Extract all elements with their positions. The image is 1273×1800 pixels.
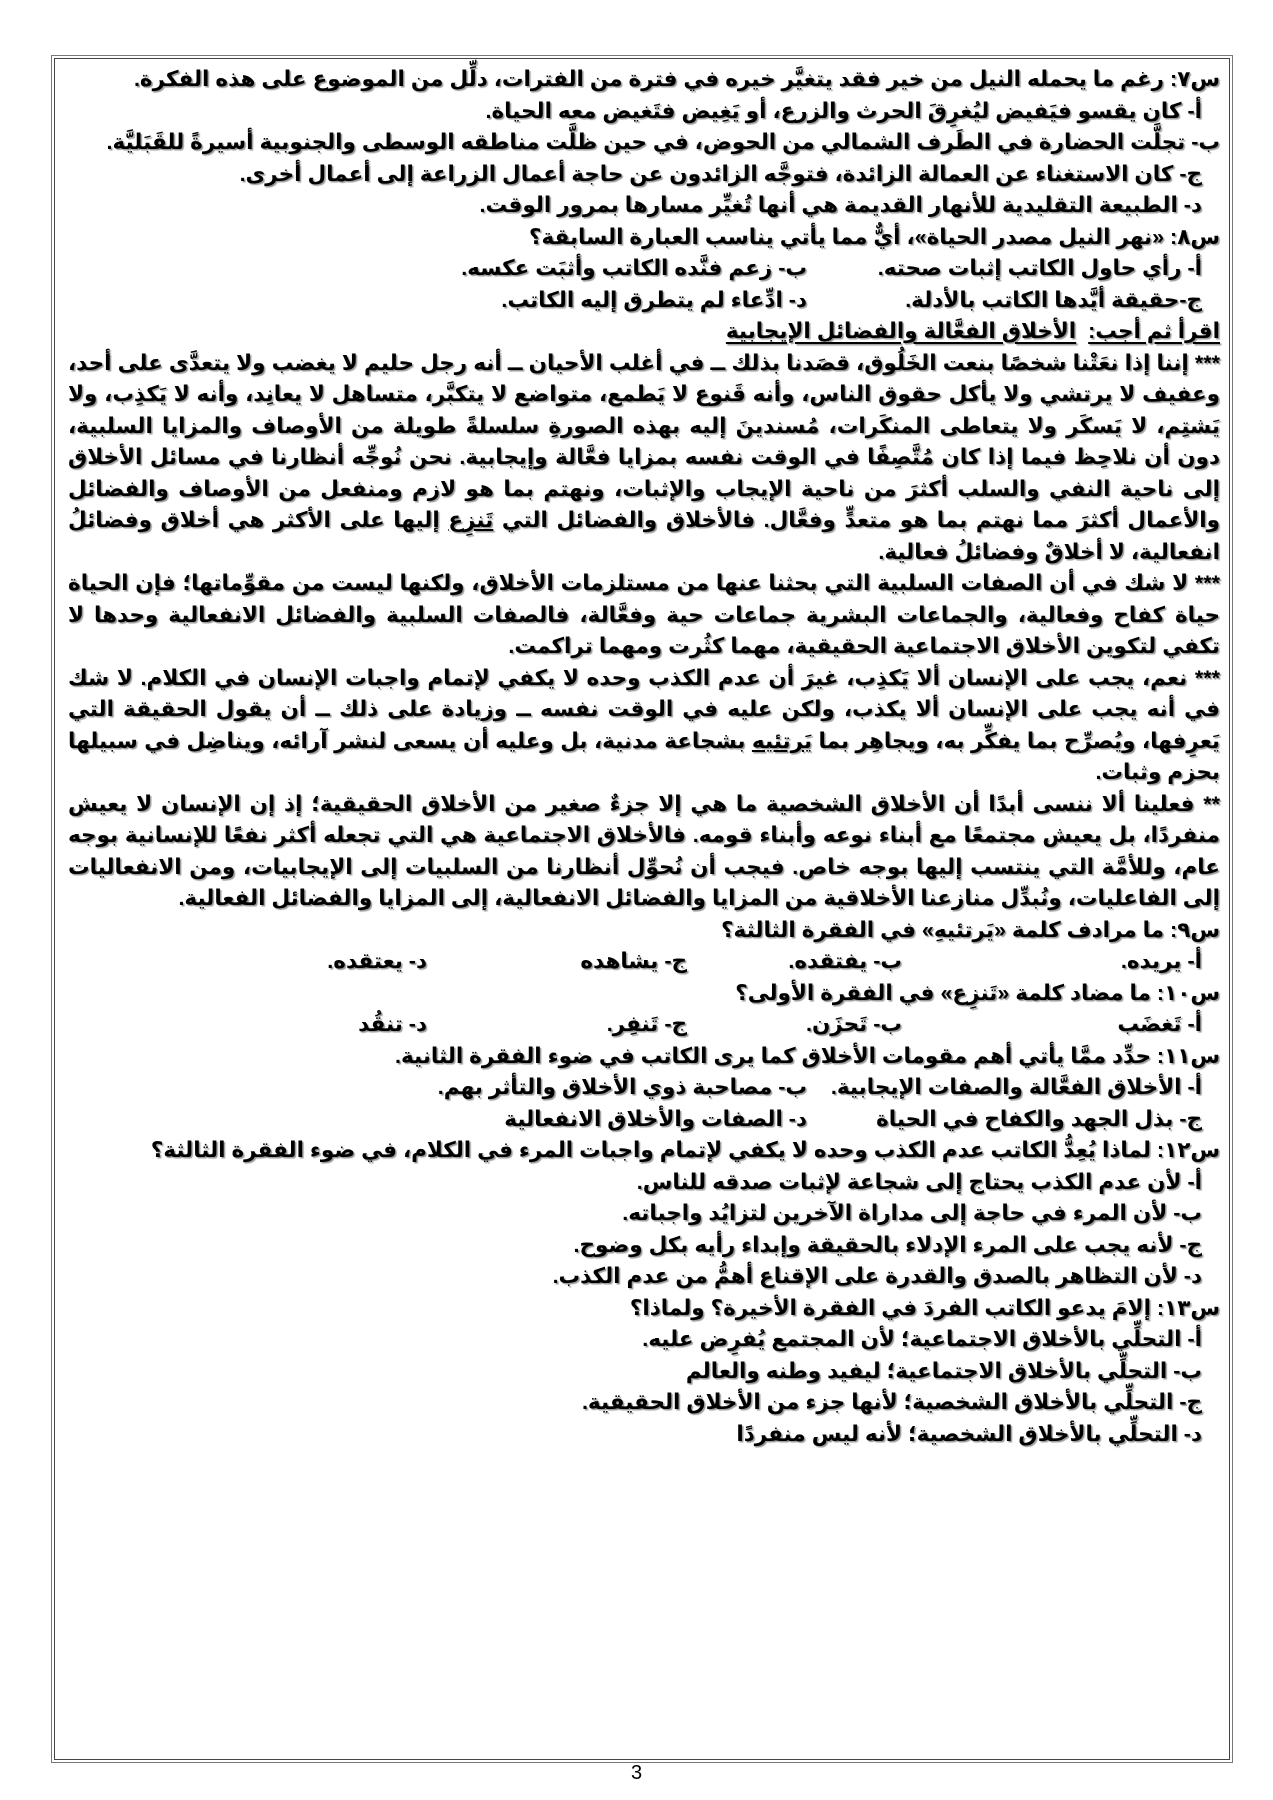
question-10: س١٠: ما مضاد كلمة «تَنزِع» في الفقرة الأولى؟ [735,980,1220,1005]
question-8: س٨: «نهر النيل مصدر الحياة»، أيٌّ مما يأتي يناسب العبارة السابقة؟ [529,224,1220,249]
q10-options [68,1009,1202,1041]
question-11: س١١: حدِّد ممَّا يأتي أهم مقومات الأخلاق كما يرى الكاتب في ضوء الفقرة الثانية. [395,1043,1220,1068]
q11-option-b: ب- مصاحبة ذوي الأخلاق والتأثر بهم. [437,1075,807,1099]
q7-option-c: ج- كان الاستغناء عن العمالة الزائدة، فتوجَّه الزائدون عن حاجة أعمال الزراعة إلى أعمال أخرى. [239,161,1202,186]
paragraph-1-tail: إليها على الأكثر هي أخلاق وفضائلُ انفعالية، لا أخلاقٌ وفضائلُ فعالية. [68,508,1220,564]
q9-option-c: ج- يشاهده [580,949,687,973]
passage-paragraph-2: *** لا شك في أن الصفات السلبية التي بحثنا عنها من مستلزمات الأخلاق، ولكنها ليست من مقوِّماتها؛ فإن الحياة حياة كفاح وفعالية، والجماعات البشرية جماعات حية وفعَّالة، فالصفات السلبية والفضائل الانفعالية وحدها لا تكفي لتكوين الأخلاق الاجتماعية الحقيقية، مهما كثُرت ومهما تراكمت. [68,571,1220,658]
q13-option-a: أ- التحلِّي بالأخلاق الاجتماعية؛ لأن المجتمع يُفرِض عليه. [642,1327,1202,1351]
q9-option-b: ب- يفتقده. [788,949,902,973]
underlined-word-tanzi: تَنزِع [448,508,494,532]
q9-options [68,946,1202,978]
q13-option-b: ب- التحلِّي بالأخلاق الاجتماعية؛ ليفيد وطنه والعالم [685,1358,1202,1383]
reading-title: الأخلاق الفعَّالة والفضائل الإيجابية [725,319,1077,343]
q12-option-b: ب- لأن المرء في حاجة إلى مداراة الآخرين لتزايُد واجباته. [622,1201,1202,1225]
q7-option-a: أ- كان يقسو فيَفيض ليُغرِقَ الحرث والزرع، أو يَغِيض فتَغيض معه الحياة. [485,98,1202,123]
q10-option-a: أ- تَغضَب [1117,1012,1202,1036]
passage-paragraph-3 [68,663,1220,789]
q13-option-d: د- التحلِّي بالأخلاق الشخصية؛ لأنه ليس منفردًا [736,1421,1202,1446]
q10-option-c: ج- تَنفِر. [606,1012,687,1036]
q8-option-d: د- ادِّعاء لم يتطرق إليه الكاتب. [501,287,807,312]
q12-option-a: أ- لأن عدم الكذب يحتاج إلى شجاعة لإثبات صدقه للناس. [636,1169,1202,1194]
q10-option-d: د- تنقُد [358,1012,427,1036]
paragraph-3-text: *** نعم، يجب على الإنسان ألا يَكذِب، غيرَ أن عدم الكذب وحده لا يكفي لإتمام واجبات الإنسان في الكلام. لا شك في أنه يجب على الإنسان ألا يكذب، ولكن عليه في الوقت نفسه ــ وزيادة على ذلك ــ أن يقول الحقيقة التي يَعرِفها، ويُصرِّح بما يفكِّر به، ويجاهِر بما [68,665,1220,753]
q11-options-row-1 [68,1072,1202,1104]
paragraph-1-text: *** إننا إذا نعَتْنا شخصًا بنعت الخَلُوق، قصَدنا بذلك ــ في أغلب الأحيان ــ أنه رجل حليم لا يغضب ولا يتعدَّى على أحد، وعفيف لا يرتشي ولا يأكل حقوق الناس، وأنه قَنوع لا يَطمع، متواضع لا يتكبَّر، متساهل لا يعانِد، وأنه لا يَكذِب، ولا يَشتِم، لا يَسكَر ولا يتعاطى المنكَرات، مُسندينَ إليه بهذه الصورةِ سلسلةً طويلة من الأوصاف والمزايا السلبية، دون أن نلاحِظ فيما إذا كان مُتَّصِفًا في الوقت نفسه بمزايا فعَّالة وإيجابية. نحن نُوجِّه أنظارنا في مسائل الأخلاق إلى ناحية النفي والسلب أكثرَ من ناحية الإيجاب والإثبات، ونهتم بما هو لازم ومنفعل من الأوصاف والفضائل والأعمال أكثرَ مما نهتم بما هو متعدٍّ وفعَّال. فالأخلاق والفضائل التي [68,350,1220,532]
q8-option-b: ب- زعم فنَّده الكاتب وأثبَت عكسه. [461,256,807,280]
question-7: س٧: رغم ما يحمله النيل من خير فقد يتغيَّر خيره في فترة من الفترات، دلِّل من الموضوع على هذه الفكرة. [133,67,1220,91]
q11-options-row-2 [68,1104,1202,1136]
q12-option-d: د- لأن التظاهر بالصدق والقدرة على الإقناع أهمُّ من عدم الكذب. [552,1264,1202,1288]
q11-option-a: أ- الأخلاق الفعَّالة والصفات الإيجابية. [830,1075,1202,1099]
q10-option-b: ب- تَحزَن. [805,1012,902,1036]
q9-option-d: د- يعتقده. [327,949,427,973]
passage-paragraph-4: ** فعلينا ألا ننسى أبدًا أن الأخلاق الشخصية ما هي إلا جزءٌ صغير من الأخلاق الحقيقية؛ إذ إن الإنسان لا يعيش منفردًا، بل يعيش مجتمعًا مع أبناء نوعه وأبناء قومه. فالأخلاق الاجتماعية هي التي تجعله أكثر نفعًا للإنسانية بوجه عام، وللأمَّة التي ينتسب إليها بوجه خاص. فيجب أن نُحوِّل أنظارنا من السلبيات إلى الإيجابيات، ومن الانفعاليات إلى الفاعليات، ونُبدِّل منازعنا الأخلاقية من المزايا والفضائل الانفعالية، إلى المزايا والفضائل الفعالية. [68,791,1220,910]
exam-page [68,64,1220,1450]
underlined-word-yartaeeh: يَرتئيه [751,728,813,753]
q8-options-row-2 [68,285,1202,317]
q7-option-b: ب- تجلَّت الحضارة في الطَرف الشمالي من الحوض، في حين ظلَّت مناطقه الوسطى والجنوبية أسيرةً للقَبَليَّة. [106,130,1220,154]
q9-option-a: أ- يريده. [1120,949,1202,973]
q13-option-c: ج- التحلِّي بالأخلاق الشخصية؛ لأنها جزء من الأخلاق الحقيقية. [581,1390,1202,1414]
question-9: س٩: ما مرادف كلمة «يَرتئيهِ» في الفقرة الثالثة؟ [721,917,1220,942]
paragraph-3-tail: بشجاعة مدنية، بل وعليه أن يسعى لنشر آرائه، ويناضِل في سبيلها بحزم وثبات. [68,728,1220,784]
q12-option-c: ج- لأنه يجب على المرء الإدلاء بالحقيقة وإبداء رأيه بكل وضوح. [573,1232,1202,1257]
reading-instruction: اقرأ ثم أجب: [1088,319,1220,343]
q7-option-d: د- الطبيعة التقليدية للأنهار القديمة هي أنها تُغيِّر مسارها بمرور الوقت. [479,193,1202,217]
q8-options-row-1 [68,253,1202,285]
question-13: س١٣: إلامَ يدعو الكاتب الفردَ في الفقرة الأخيرة؟ ولماذا؟ [629,1295,1220,1320]
question-12: س١٢: لماذا يُعِدُّ الكاتب عدم الكذب وحده لا يكفي لإتمام واجبات المرء في الكلام، في ضوء الفقرة الثالثة؟ [150,1138,1220,1162]
q11-option-d: د- الصفات والأخلاق الانفعالية [504,1106,807,1131]
q8-option-a: أ- رأي حاول الكاتب إثبات صحته. [877,256,1202,280]
passage-paragraph-1 [68,348,1220,569]
q11-option-c: ج- بذل الجهد والكفاح في الحياة [876,1106,1202,1131]
reading-heading [68,316,1220,348]
q8-option-c: ج-حقيقة أيَّدها الكاتب بالأدلة. [905,287,1202,312]
page-number: 3 [630,1762,643,1784]
